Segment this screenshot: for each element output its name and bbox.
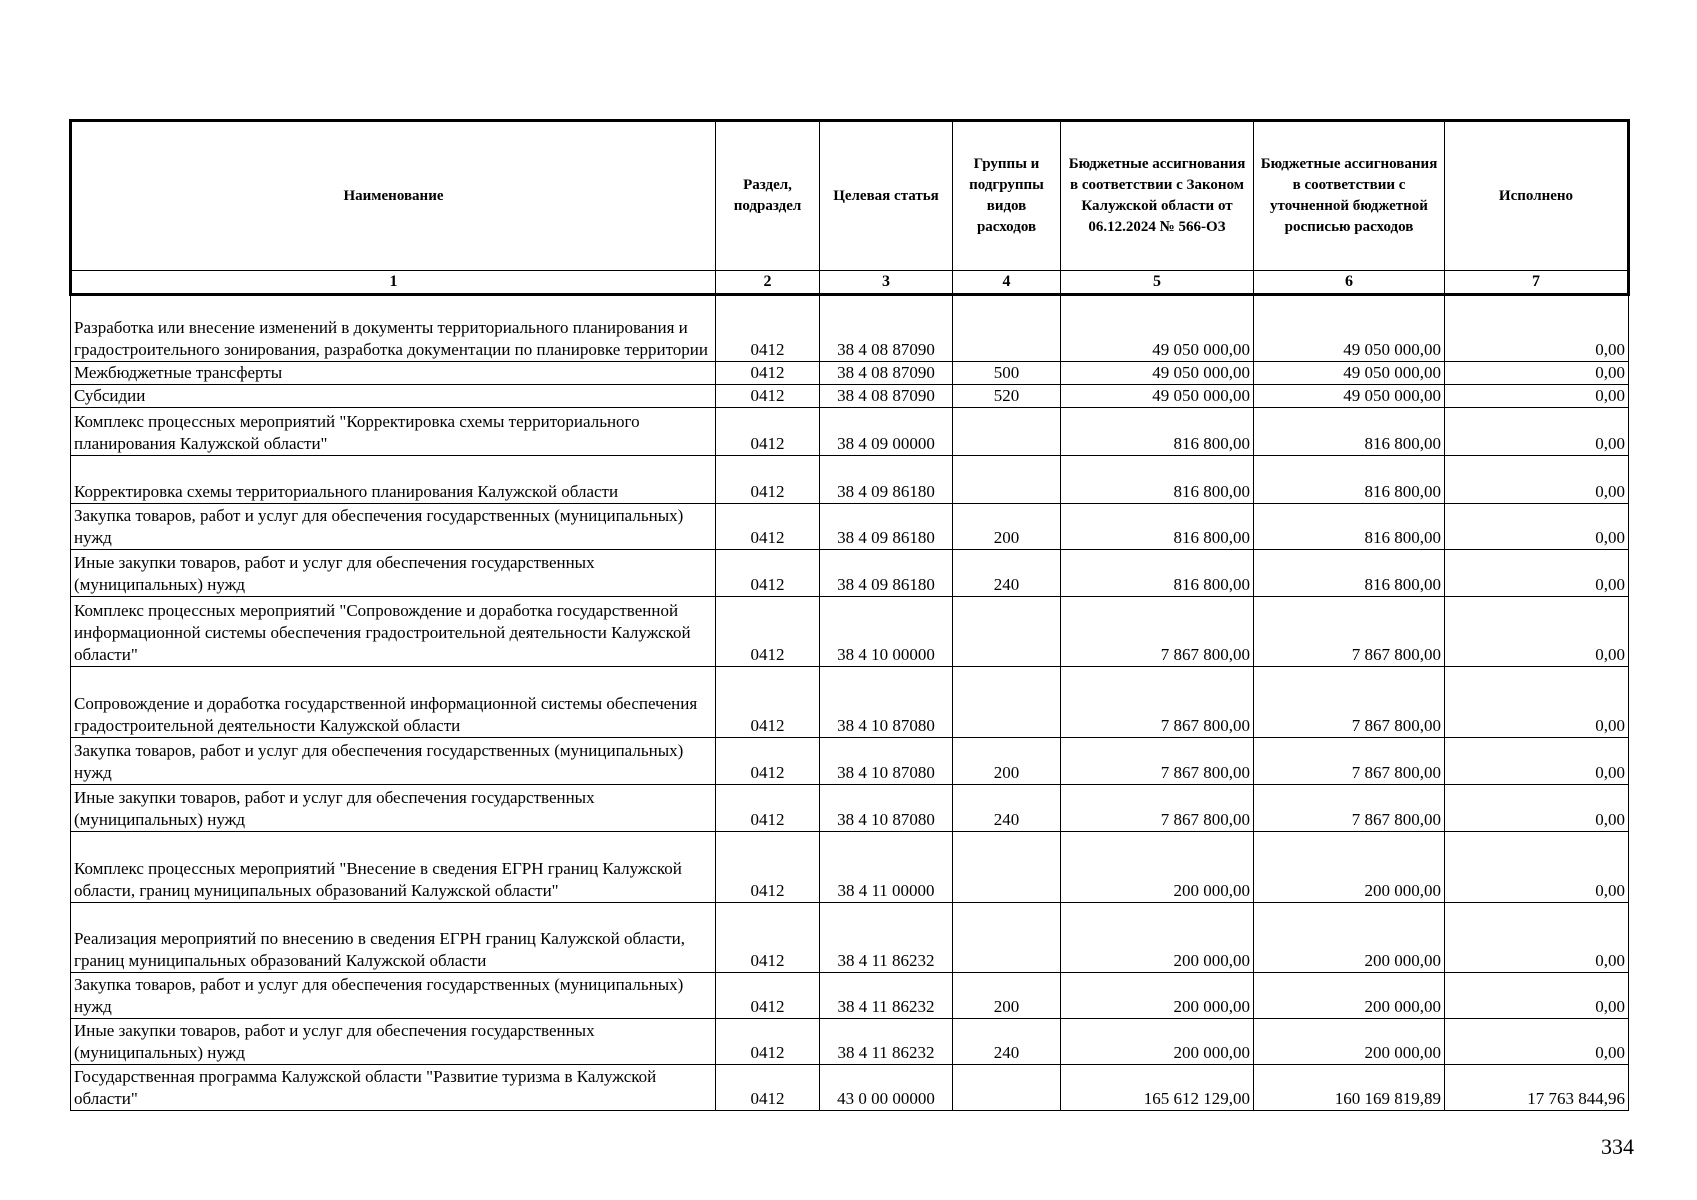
cell-group: 200 bbox=[953, 504, 1061, 550]
header-section: Раздел, подраздел bbox=[716, 121, 820, 271]
table-row bbox=[71, 385, 1629, 408]
cell-section: 0412 bbox=[716, 1019, 820, 1065]
table-row bbox=[71, 550, 1629, 597]
table-row bbox=[71, 973, 1629, 1019]
cell-law-allocation: 7 867 800,00 bbox=[1061, 667, 1254, 738]
cell-group bbox=[953, 408, 1061, 456]
cell-article: 38 4 10 87080 bbox=[820, 785, 953, 832]
table-row bbox=[71, 597, 1629, 667]
cell-executed: 0,00 bbox=[1445, 832, 1629, 903]
cell-refined-allocation: 7 867 800,00 bbox=[1254, 597, 1445, 667]
cell-section: 0412 bbox=[716, 597, 820, 667]
cell-article: 38 4 10 87080 bbox=[820, 738, 953, 785]
cell-refined-allocation: 200 000,00 bbox=[1254, 903, 1445, 973]
cell-executed: 0,00 bbox=[1445, 295, 1629, 362]
cell-name: Реализация мероприятий по внесению в сведения ЕГРН границ Калужской области, границ муниципальных образований Калужской области bbox=[71, 903, 716, 973]
cell-article: 38 4 10 00000 bbox=[820, 597, 953, 667]
cell-section: 0412 bbox=[716, 738, 820, 785]
cell-section: 0412 bbox=[716, 832, 820, 903]
cell-section: 0412 bbox=[716, 385, 820, 408]
cell-law-allocation: 49 050 000,00 bbox=[1061, 385, 1254, 408]
cell-executed: 0,00 bbox=[1445, 408, 1629, 456]
cell-name: Субсидии bbox=[71, 385, 716, 408]
table-row bbox=[71, 667, 1629, 738]
cell-article: 38 4 09 00000 bbox=[820, 408, 953, 456]
cell-group bbox=[953, 456, 1061, 504]
cell-law-allocation: 200 000,00 bbox=[1061, 1019, 1254, 1065]
cell-executed: 0,00 bbox=[1445, 362, 1629, 385]
cell-group: 240 bbox=[953, 550, 1061, 597]
cell-executed: 0,00 bbox=[1445, 973, 1629, 1019]
cell-name: Комплекс процессных мероприятий "Корректировка схемы территориального планирования Калужской области" bbox=[71, 408, 716, 456]
table-row bbox=[71, 295, 1629, 362]
column-number: 5 bbox=[1061, 271, 1254, 295]
cell-group bbox=[953, 1065, 1061, 1111]
cell-refined-allocation: 816 800,00 bbox=[1254, 456, 1445, 504]
cell-article: 38 4 09 86180 bbox=[820, 550, 953, 597]
table-row bbox=[71, 738, 1629, 785]
cell-article: 38 4 11 86232 bbox=[820, 903, 953, 973]
cell-article: 38 4 11 86232 bbox=[820, 1019, 953, 1065]
cell-name: Комплекс процессных мероприятий "Сопровождение и доработка государственной информационной системы обеспечения градостроительной деятельности Калужской области" bbox=[71, 597, 716, 667]
table-row bbox=[71, 408, 1629, 456]
cell-name: Иные закупки товаров, работ и услуг для обеспечения государственных (муниципальных) нужд bbox=[71, 550, 716, 597]
cell-section: 0412 bbox=[716, 408, 820, 456]
column-number: 3 bbox=[820, 271, 953, 295]
cell-executed: 0,00 bbox=[1445, 785, 1629, 832]
cell-refined-allocation: 160 169 819,89 bbox=[1254, 1065, 1445, 1111]
cell-section: 0412 bbox=[716, 550, 820, 597]
table-row bbox=[71, 504, 1629, 550]
table-row bbox=[71, 1019, 1629, 1065]
cell-group bbox=[953, 903, 1061, 973]
cell-refined-allocation: 816 800,00 bbox=[1254, 408, 1445, 456]
header-group: Группы и подгруппы видов расходов bbox=[953, 121, 1061, 271]
column-number: 2 bbox=[716, 271, 820, 295]
cell-article: 43 0 00 00000 bbox=[820, 1065, 953, 1111]
cell-section: 0412 bbox=[716, 504, 820, 550]
cell-article: 38 4 09 86180 bbox=[820, 456, 953, 504]
cell-executed: 0,00 bbox=[1445, 738, 1629, 785]
cell-section: 0412 bbox=[716, 903, 820, 973]
cell-law-allocation: 7 867 800,00 bbox=[1061, 738, 1254, 785]
cell-section: 0412 bbox=[716, 362, 820, 385]
cell-law-allocation: 49 050 000,00 bbox=[1061, 295, 1254, 362]
cell-article: 38 4 08 87090 bbox=[820, 385, 953, 408]
column-number-row bbox=[71, 271, 1629, 295]
cell-law-allocation: 7 867 800,00 bbox=[1061, 597, 1254, 667]
cell-name: Государственная программа Калужской области "Развитие туризма в Калужской области" bbox=[71, 1065, 716, 1111]
cell-refined-allocation: 49 050 000,00 bbox=[1254, 385, 1445, 408]
cell-group: 200 bbox=[953, 738, 1061, 785]
cell-article: 38 4 08 87090 bbox=[820, 295, 953, 362]
header-name: Наименование bbox=[71, 121, 716, 271]
cell-group bbox=[953, 832, 1061, 903]
cell-law-allocation: 816 800,00 bbox=[1061, 550, 1254, 597]
cell-law-allocation: 816 800,00 bbox=[1061, 504, 1254, 550]
header-article: Целевая статья bbox=[820, 121, 953, 271]
column-number: 7 bbox=[1445, 271, 1629, 295]
header-refined-allocation: Бюджетные ассигнования в соответствии с уточненной бюджетной росписью расходов bbox=[1254, 121, 1445, 271]
cell-executed: 0,00 bbox=[1445, 667, 1629, 738]
cell-group: 240 bbox=[953, 785, 1061, 832]
table-row bbox=[71, 903, 1629, 973]
cell-group: 500 bbox=[953, 362, 1061, 385]
cell-refined-allocation: 200 000,00 bbox=[1254, 832, 1445, 903]
table-body bbox=[71, 295, 1629, 1111]
budget-table bbox=[69, 119, 1630, 1111]
header-row bbox=[71, 121, 1629, 271]
cell-executed: 0,00 bbox=[1445, 504, 1629, 550]
cell-law-allocation: 200 000,00 bbox=[1061, 832, 1254, 903]
cell-refined-allocation: 816 800,00 bbox=[1254, 550, 1445, 597]
cell-section: 0412 bbox=[716, 295, 820, 362]
cell-law-allocation: 816 800,00 bbox=[1061, 456, 1254, 504]
cell-executed: 0,00 bbox=[1445, 1019, 1629, 1065]
cell-name: Иные закупки товаров, работ и услуг для обеспечения государственных (муниципальных) нужд bbox=[71, 1019, 716, 1065]
cell-group: 200 bbox=[953, 973, 1061, 1019]
cell-law-allocation: 7 867 800,00 bbox=[1061, 785, 1254, 832]
column-number: 4 bbox=[953, 271, 1061, 295]
cell-group bbox=[953, 667, 1061, 738]
cell-executed: 0,00 bbox=[1445, 903, 1629, 973]
table-row bbox=[71, 785, 1629, 832]
cell-name: Разработка или внесение изменений в документы территориального планирования и градостроительного зонирования, разработка документации по планировке территории bbox=[71, 295, 716, 362]
cell-article: 38 4 11 00000 bbox=[820, 832, 953, 903]
cell-refined-allocation: 200 000,00 bbox=[1254, 1019, 1445, 1065]
cell-refined-allocation: 7 867 800,00 bbox=[1254, 785, 1445, 832]
cell-article: 38 4 09 86180 bbox=[820, 504, 953, 550]
cell-article: 38 4 08 87090 bbox=[820, 362, 953, 385]
header-executed: Исполнено bbox=[1445, 121, 1629, 271]
cell-law-allocation: 49 050 000,00 bbox=[1061, 362, 1254, 385]
cell-section: 0412 bbox=[716, 973, 820, 1019]
cell-article: 38 4 10 87080 bbox=[820, 667, 953, 738]
cell-section: 0412 bbox=[716, 456, 820, 504]
cell-executed: 0,00 bbox=[1445, 597, 1629, 667]
cell-refined-allocation: 49 050 000,00 bbox=[1254, 295, 1445, 362]
cell-executed: 0,00 bbox=[1445, 456, 1629, 504]
cell-section: 0412 bbox=[716, 667, 820, 738]
page-number: 334 bbox=[1601, 1134, 1634, 1159]
table-row bbox=[71, 362, 1629, 385]
cell-law-allocation: 200 000,00 bbox=[1061, 903, 1254, 973]
cell-executed: 0,00 bbox=[1445, 550, 1629, 597]
table-row bbox=[71, 1065, 1629, 1111]
cell-refined-allocation: 7 867 800,00 bbox=[1254, 738, 1445, 785]
cell-law-allocation: 165 612 129,00 bbox=[1061, 1065, 1254, 1111]
table-row bbox=[71, 832, 1629, 903]
cell-executed: 17 763 844,96 bbox=[1445, 1065, 1629, 1111]
cell-group bbox=[953, 295, 1061, 362]
cell-section: 0412 bbox=[716, 1065, 820, 1111]
cell-group: 520 bbox=[953, 385, 1061, 408]
cell-name: Корректировка схемы территориального планирования Калужской области bbox=[71, 456, 716, 504]
cell-name: Межбюджетные трансферты bbox=[71, 362, 716, 385]
cell-law-allocation: 200 000,00 bbox=[1061, 973, 1254, 1019]
table-row bbox=[71, 456, 1629, 504]
column-number: 1 bbox=[71, 271, 716, 295]
cell-refined-allocation: 7 867 800,00 bbox=[1254, 667, 1445, 738]
cell-name: Сопровождение и доработка государственной информационной системы обеспечения градостроительной деятельности Калужской области bbox=[71, 667, 716, 738]
cell-refined-allocation: 49 050 000,00 bbox=[1254, 362, 1445, 385]
cell-group: 240 bbox=[953, 1019, 1061, 1065]
cell-executed: 0,00 bbox=[1445, 385, 1629, 408]
cell-name: Закупка товаров, работ и услуг для обеспечения государственных (муниципальных) нужд bbox=[71, 504, 716, 550]
cell-name: Закупка товаров, работ и услуг для обеспечения государственных (муниципальных) нужд bbox=[71, 973, 716, 1019]
cell-name: Закупка товаров, работ и услуг для обеспечения государственных (муниципальных) нужд bbox=[71, 738, 716, 785]
cell-name: Комплекс процессных мероприятий "Внесение в сведения ЕГРН границ Калужской области, границ муниципальных образований Калужской области" bbox=[71, 832, 716, 903]
cell-name: Иные закупки товаров, работ и услуг для обеспечения государственных (муниципальных) нужд bbox=[71, 785, 716, 832]
header-law-allocation: Бюджетные ассигнования в соответствии с Законом Калужской области от 06.12.2024 № 566-ОЗ bbox=[1061, 121, 1254, 271]
cell-refined-allocation: 816 800,00 bbox=[1254, 504, 1445, 550]
cell-group bbox=[953, 597, 1061, 667]
cell-refined-allocation: 200 000,00 bbox=[1254, 973, 1445, 1019]
column-number: 6 bbox=[1254, 271, 1445, 295]
cell-law-allocation: 816 800,00 bbox=[1061, 408, 1254, 456]
cell-article: 38 4 11 86232 bbox=[820, 973, 953, 1019]
budget-table-container bbox=[69, 119, 1627, 1111]
cell-section: 0412 bbox=[716, 785, 820, 832]
